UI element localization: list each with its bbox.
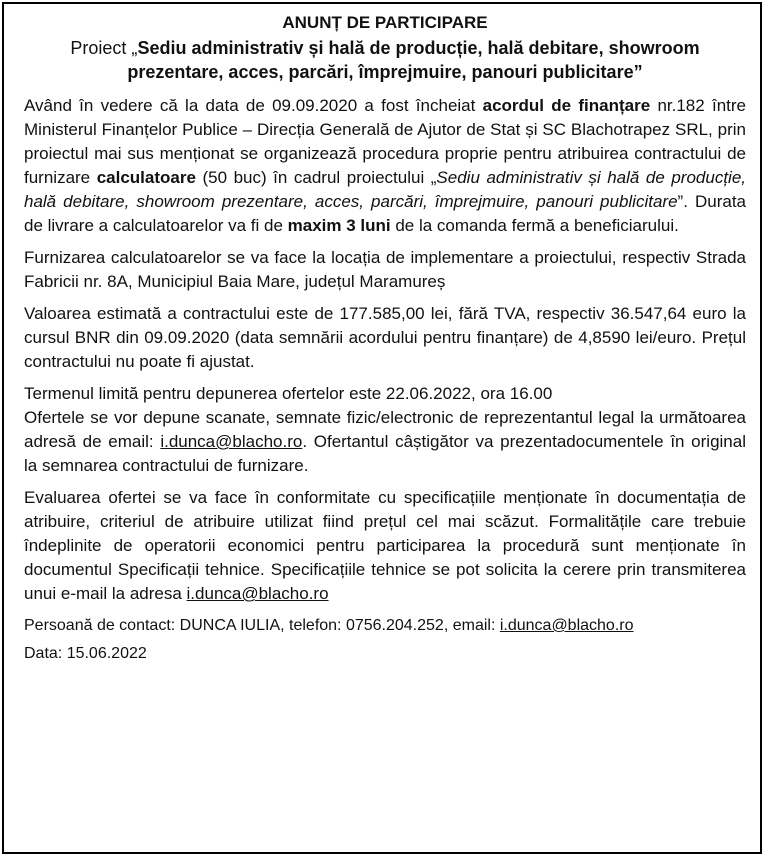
announcement-date: Data: 15.06.2022 (24, 645, 147, 662)
bold-text: maxim 3 luni (287, 216, 391, 235)
subtitle-suffix: ” (633, 62, 643, 82)
text: ”. Durata de livrare a calculatoarelor va fi de (24, 192, 746, 235)
project-subtitle (24, 36, 746, 84)
paragraph-evaluation (24, 486, 746, 606)
text: (50 buc) în cadrul proiectului „ (195, 168, 437, 187)
announcement-frame (2, 2, 762, 854)
announcement-document (24, 12, 746, 670)
contact-line (24, 614, 746, 638)
text: . Ofertantul câștigător va prezentadocumentele în original la semnarea contractului de furnizare. (24, 432, 746, 475)
paragraph-deadline: Termenul limită pentru depunerea ofertelor este 22.06.2022, ora 16.00 (24, 384, 553, 403)
text: de la comanda fermă a beneficiarului. (390, 216, 679, 235)
italic-project-name: Sediu administrativ și hală de producție, hală debitare, showroom prezentare, acces, parcări, împrejmuire, panouri publicitare (24, 168, 746, 211)
email-link[interactable]: i.dunca@blacho.ro (160, 432, 303, 451)
paragraph-financing (24, 94, 746, 238)
email-link[interactable]: i.dunca@blacho.ro (499, 617, 634, 634)
paragraph-location: Furnizarea calculatoarelor se va face la locația de implementare a proiectului, respectiv Strada Fabricii nr. 8A, Municipiul Baia Mare, județul Maramureș (24, 248, 746, 291)
paragraph-value: Valoarea estimată a contractului este de 177.585,00 lei, fără TVA, respectiv 36.547,64 euro la cursul BNR din 09.09.2020 (data semnării acordului pentru finanțare) de 4,8590 lei/euro. Prețul contractului nu poate fi ajustat. (24, 304, 746, 371)
bold-text: calculatoare (96, 168, 196, 187)
email-link[interactable]: i.dunca@blacho.ro (186, 584, 329, 603)
subtitle-prefix: Proiect „ (70, 38, 138, 58)
bold-text: acordul de finanțare (482, 96, 651, 115)
text: nr.182 între Ministerul Finanțelor Publice – Direcția Generală de Ajutor de Stat și SC Blachotrapez SRL, prin proiectul mai sus menționat se organizează procedura proprie pentru atribuirea contractului de furnizare (24, 96, 746, 187)
text: Ofertele se vor depune scanate, semnate fizic/electronic de reprezentantul legal la următoarea adresă de email: (24, 408, 746, 451)
project-name: Sediu administrativ și hală de producție, hală debitare, showroom prezentare, acces, parcări, împrejmuire, panouri publicitare (127, 38, 700, 82)
text: Având în vedere că la data de 09.09.2020 a fost încheiat (24, 96, 483, 115)
announcement-title: ANUNȚ DE PARTICIPARE (282, 13, 488, 32)
paragraph-submission (24, 406, 746, 478)
text: Evaluarea ofertei se va face în conformitate cu specificațiile menționate în documentația de atribuire, criteriul de atribuire utilizat fiind prețul cel mai scăzut. Formalitățile care trebuie îndeplinite de operatorii economici pentru participarea la procedură sunt menționate în documentul Specificații tehnice. Specificațiile tehnice se pot solicita la cerere prin transmiterea unui e-mail la adresa (24, 488, 746, 603)
text: Persoană de contact: DUNCA IULIA, telefon: 0756.204.252, email: (24, 617, 500, 634)
